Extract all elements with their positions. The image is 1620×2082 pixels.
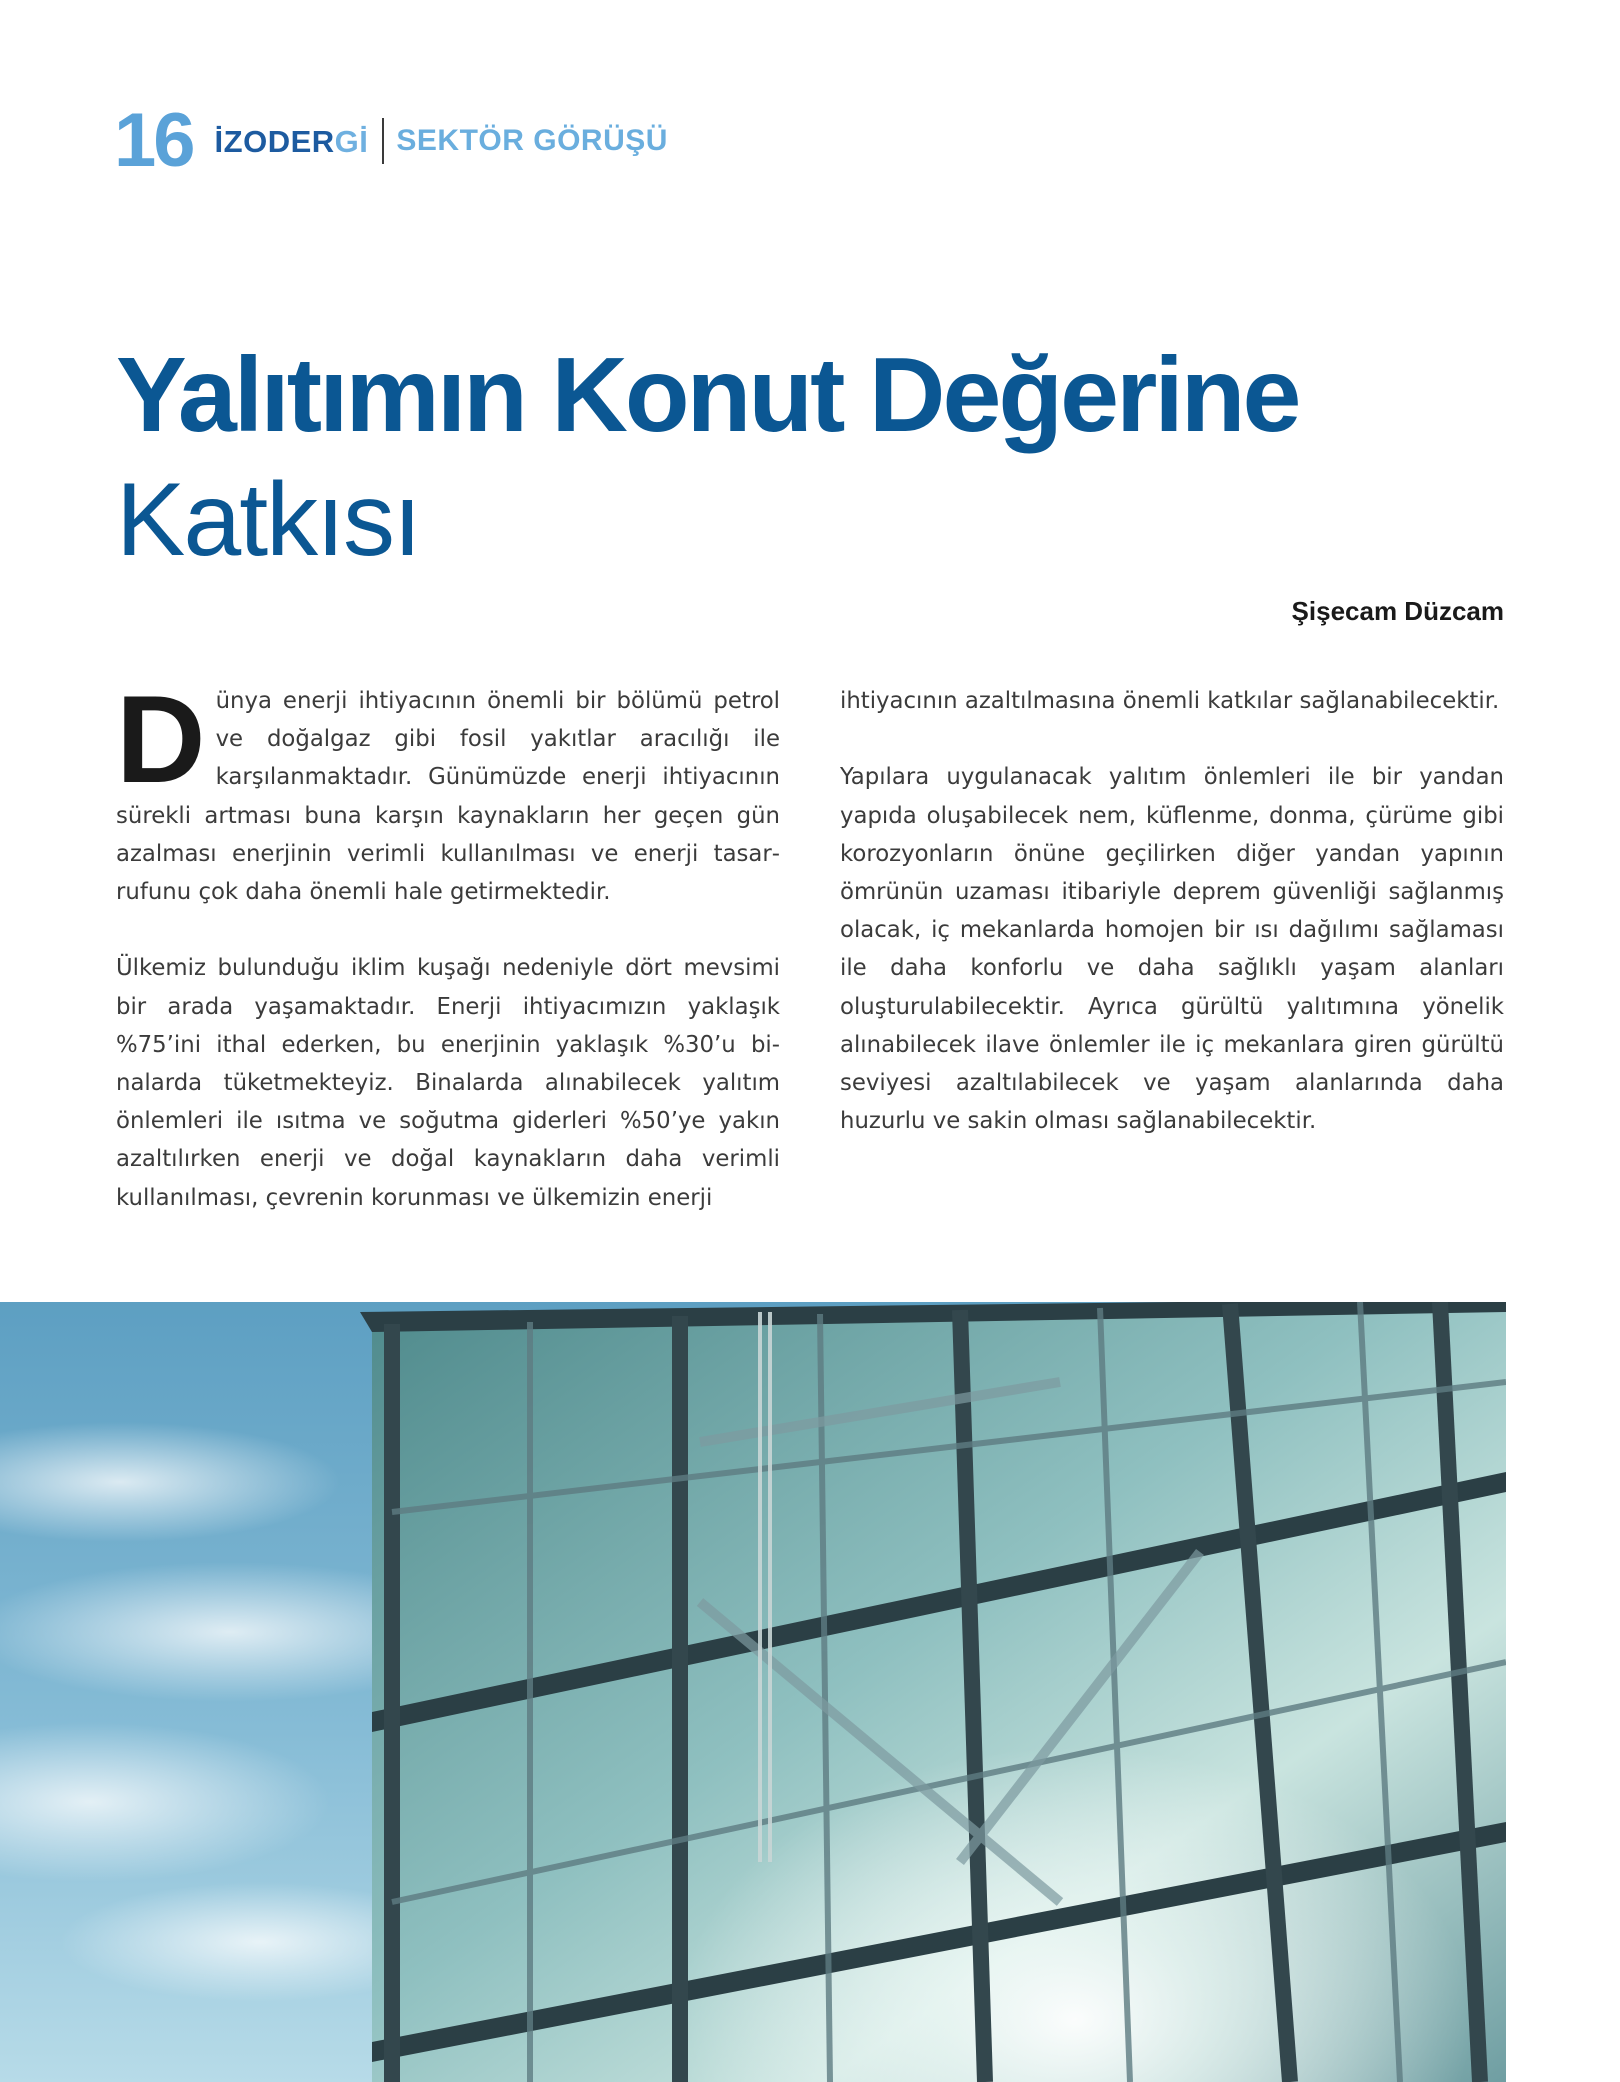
article-title-line-1: Yalıtımın Konut Değerine — [116, 336, 1299, 454]
paragraph — [116, 671, 780, 911]
page-number: 16 — [114, 98, 193, 183]
page-header — [114, 98, 668, 183]
article-title-line-2: Katkısı — [116, 462, 420, 578]
facade-illustration — [0, 1302, 1506, 2082]
building-glass-facade-photo — [0, 1302, 1506, 2082]
brand-part-2: Gİ — [334, 123, 369, 159]
paragraph-text: ünya enerji ihtiyacının önemli bir bölümü petrol ve doğalgaz gibi fosil yakıtlar aracılığı ile karşılanmaktadır. Günümüzde enerji ihtiyacının sürekli artması buna karşın kaynakların her geçen gün azalması enerjinin verimli kullanılması ve enerji tasarrufunu çok daha önemli hale getirmektedir. — [116, 688, 780, 906]
paragraph: ihtiyacının azaltılmasına önemli katkılar sağlanabilecektir. — [840, 688, 1500, 714]
paragraph: Ülkemiz bulunduğu iklim kuşağı nedeniyle dört mevsimi bir arada yaşamaktadır. Enerji ihtiyacımızın yaklaşık %75’ini ithal ederken, bu enerjinin yaklaşık %30’u binalarda tüketmekteyiz. Binalarda alınabilecek yalıtım önlemleri ile ısıtma ve soğutma giderleri %50’ye yakın azaltılırken enerji ve doğal kaynakların daha verimli kullanılması, çevrenin korunması ve ülkemizin enerji — [116, 955, 780, 1211]
paragraph: Yapılara uygulanacak yalıtım önlemleri ile bir yandan yapıda oluşabilecek nem, küflenme, donma, çürüme gibi korozyonların önüne geçilirken diğer yandan yapının ömrünün uzaması itibariyle deprem güvenliği sağlanmış olacak, iç mekanlarda homojen bir ısı dağılımı sağlaması ile daha konforlu ve daha sağlıklı yaşam alanları oluşturulabilecektir. Ayrıca gürültü yalıtımına yönelik alınabilecek ilave önlemler ile iç mekanlara giren gürültü seviyesi azaltılabilecek ve yaşam alanlarında daha huzurlu ve sakin olması sağlanabilecektir. — [840, 764, 1504, 1135]
section-label: SEKTÖR GÖRÜŞÜ — [396, 124, 668, 157]
drop-cap: D — [116, 671, 206, 809]
header-divider — [382, 118, 384, 164]
text-column-left — [116, 671, 780, 1255]
brand-part-1: İZODER — [214, 123, 335, 159]
magazine-brand — [214, 123, 369, 159]
article-author: Şişecam Düzcam — [1291, 596, 1504, 626]
text-column-right — [840, 682, 1504, 1179]
